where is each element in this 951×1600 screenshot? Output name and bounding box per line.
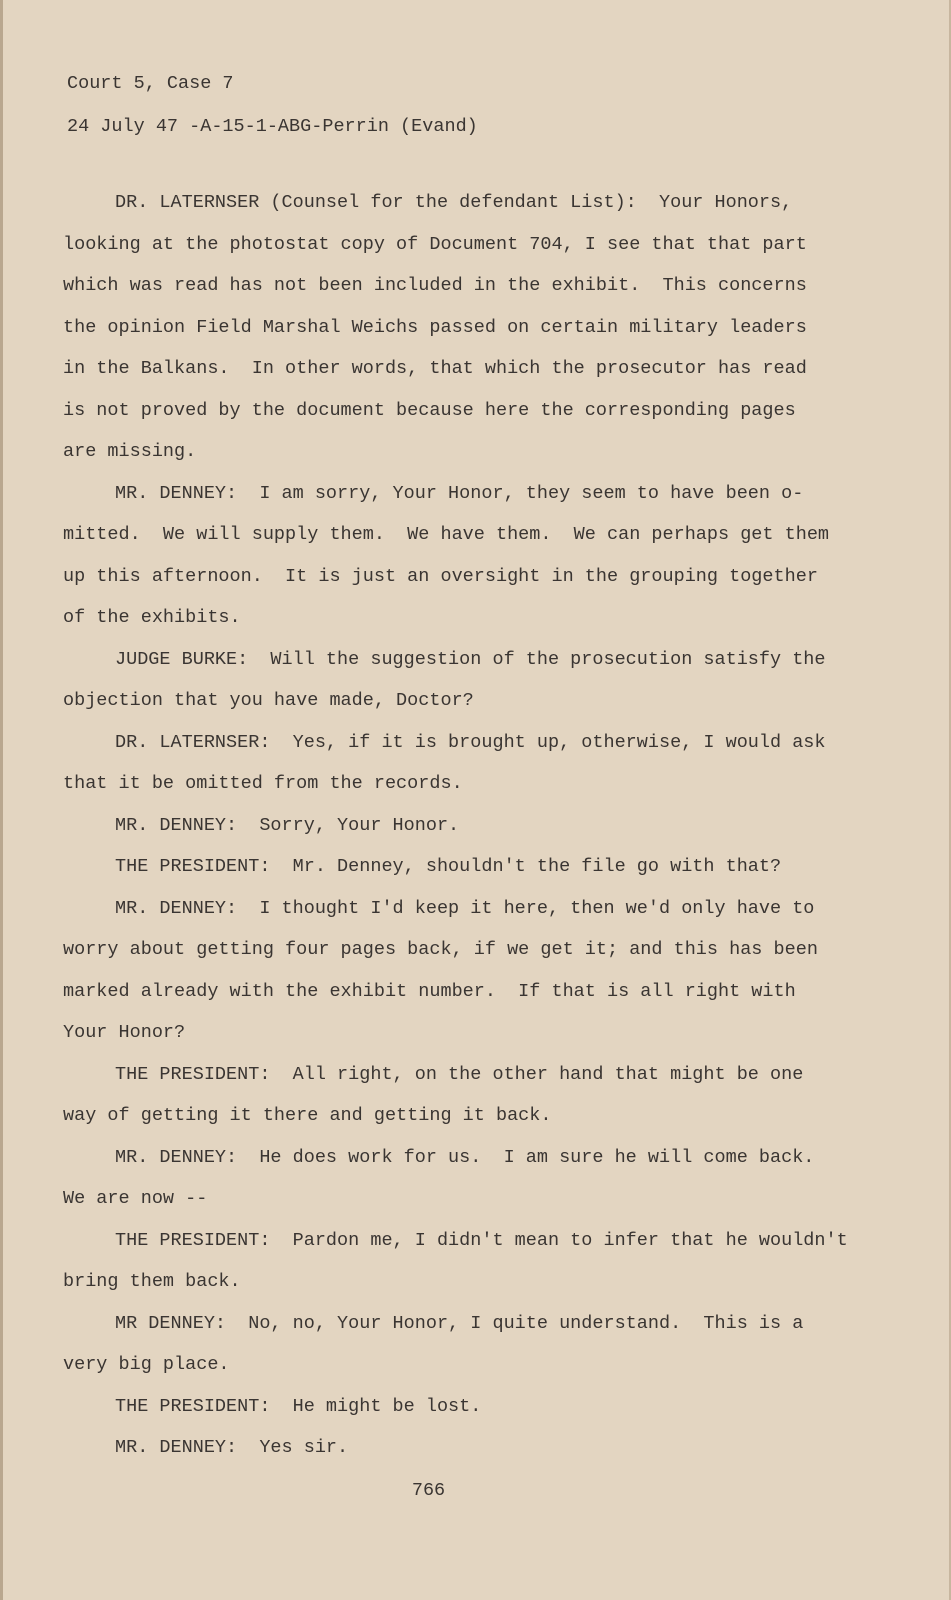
transcript-paragraph [63, 1427, 893, 1469]
transcript-line: JUDGE BURKE: Will the suggestion of the prosecution satisfy the [115, 648, 826, 670]
transcript-line: THE PRESIDENT: All right, on the other hand that might be one [115, 1063, 804, 1085]
transcript-line: MR. DENNEY: Yes sir. [115, 1437, 349, 1458]
transcript-line: DR. LATERNSER: Yes, if it is brought up, otherwise, I would ask [115, 731, 826, 753]
transcript-line: marked already with the exhibit number. If that is all right with [63, 980, 796, 1002]
transcript-paragraph [63, 722, 893, 805]
transcript-line: the opinion Field Marshal Weichs passed on certain military leaders [63, 316, 807, 338]
transcript-paragraph [63, 1386, 893, 1428]
transcript-line: MR. DENNEY: Sorry, Your Honor. [115, 814, 460, 836]
transcript-line: way of getting it there and getting it back. [63, 1105, 552, 1126]
transcript-body [63, 182, 893, 1469]
transcript-paragraph [63, 1303, 893, 1386]
transcript-line: is not proved by the document because here the corresponding pages [63, 399, 796, 421]
page-header [67, 62, 478, 148]
transcript-paragraph [63, 1137, 893, 1220]
transcript-paragraph [63, 473, 893, 639]
transcript-paragraph [63, 639, 893, 722]
transcript-line: We are now -- [63, 1188, 208, 1209]
transcript-line: worry about getting four pages back, if we get it; and this has been [63, 939, 818, 960]
transcript-line: in the Balkans. In other words, that which the prosecutor has read [63, 358, 807, 379]
page-number: 766 [411, 1480, 446, 1501]
transcript-line: which was read has not been included in the exhibit. This concerns [63, 275, 807, 296]
transcript-line: MR DENNEY: No, no, Your Honor, I quite understand. This is a [115, 1312, 804, 1334]
court-case-line: Court 5, Case 7 [67, 73, 234, 94]
transcript-line: MR. DENNEY: He does work for us. I am sure he will come back. [115, 1146, 815, 1168]
transcript-line: mitted. We will supply them. We have them. We can perhaps get them [63, 524, 830, 545]
transcript-line: MR. DENNEY: I am sorry, Your Honor, they seem to have been o- [115, 482, 804, 504]
transcript-line: objection that you have made, Doctor? [63, 690, 474, 711]
transcript-line: of the exhibits. [63, 607, 241, 628]
transcript-line: that it be omitted from the records. [63, 773, 463, 794]
transcript-line: very big place. [63, 1354, 230, 1375]
transcript-line: THE PRESIDENT: He might be lost. [115, 1395, 482, 1417]
transcript-line: DR. LATERNSER (Counsel for the defendant List): Your Honors, [115, 192, 793, 213]
transcript-line: bring them back. [63, 1271, 241, 1292]
transcript-line: MR. DENNEY: I thought I'd keep it here, then we'd only have to [115, 897, 815, 919]
transcript-line: up this afternoon. It is just an oversight in the grouping together [63, 565, 818, 587]
transcript-paragraph [63, 182, 893, 473]
transcript-line: Your Honor? [63, 1022, 186, 1043]
transcript-line: looking at the photostat copy of Document 704, I see that that part [63, 233, 807, 255]
date-reference-line: 24 July 47 -A-15-1-ABG-Perrin (Evand) [67, 116, 478, 137]
transcript-line: are missing. [63, 441, 197, 462]
transcript-line: THE PRESIDENT: Pardon me, I didn't mean to infer that he wouldn't [115, 1229, 848, 1251]
transcript-paragraph [63, 805, 893, 847]
transcript-paragraph [63, 846, 893, 888]
transcript-paragraph [63, 1054, 893, 1137]
transcript-paragraph [63, 888, 893, 1054]
transcript-line: THE PRESIDENT: Mr. Denney, shouldn't the file go with that? [115, 856, 782, 877]
transcript-paragraph [63, 1220, 893, 1303]
